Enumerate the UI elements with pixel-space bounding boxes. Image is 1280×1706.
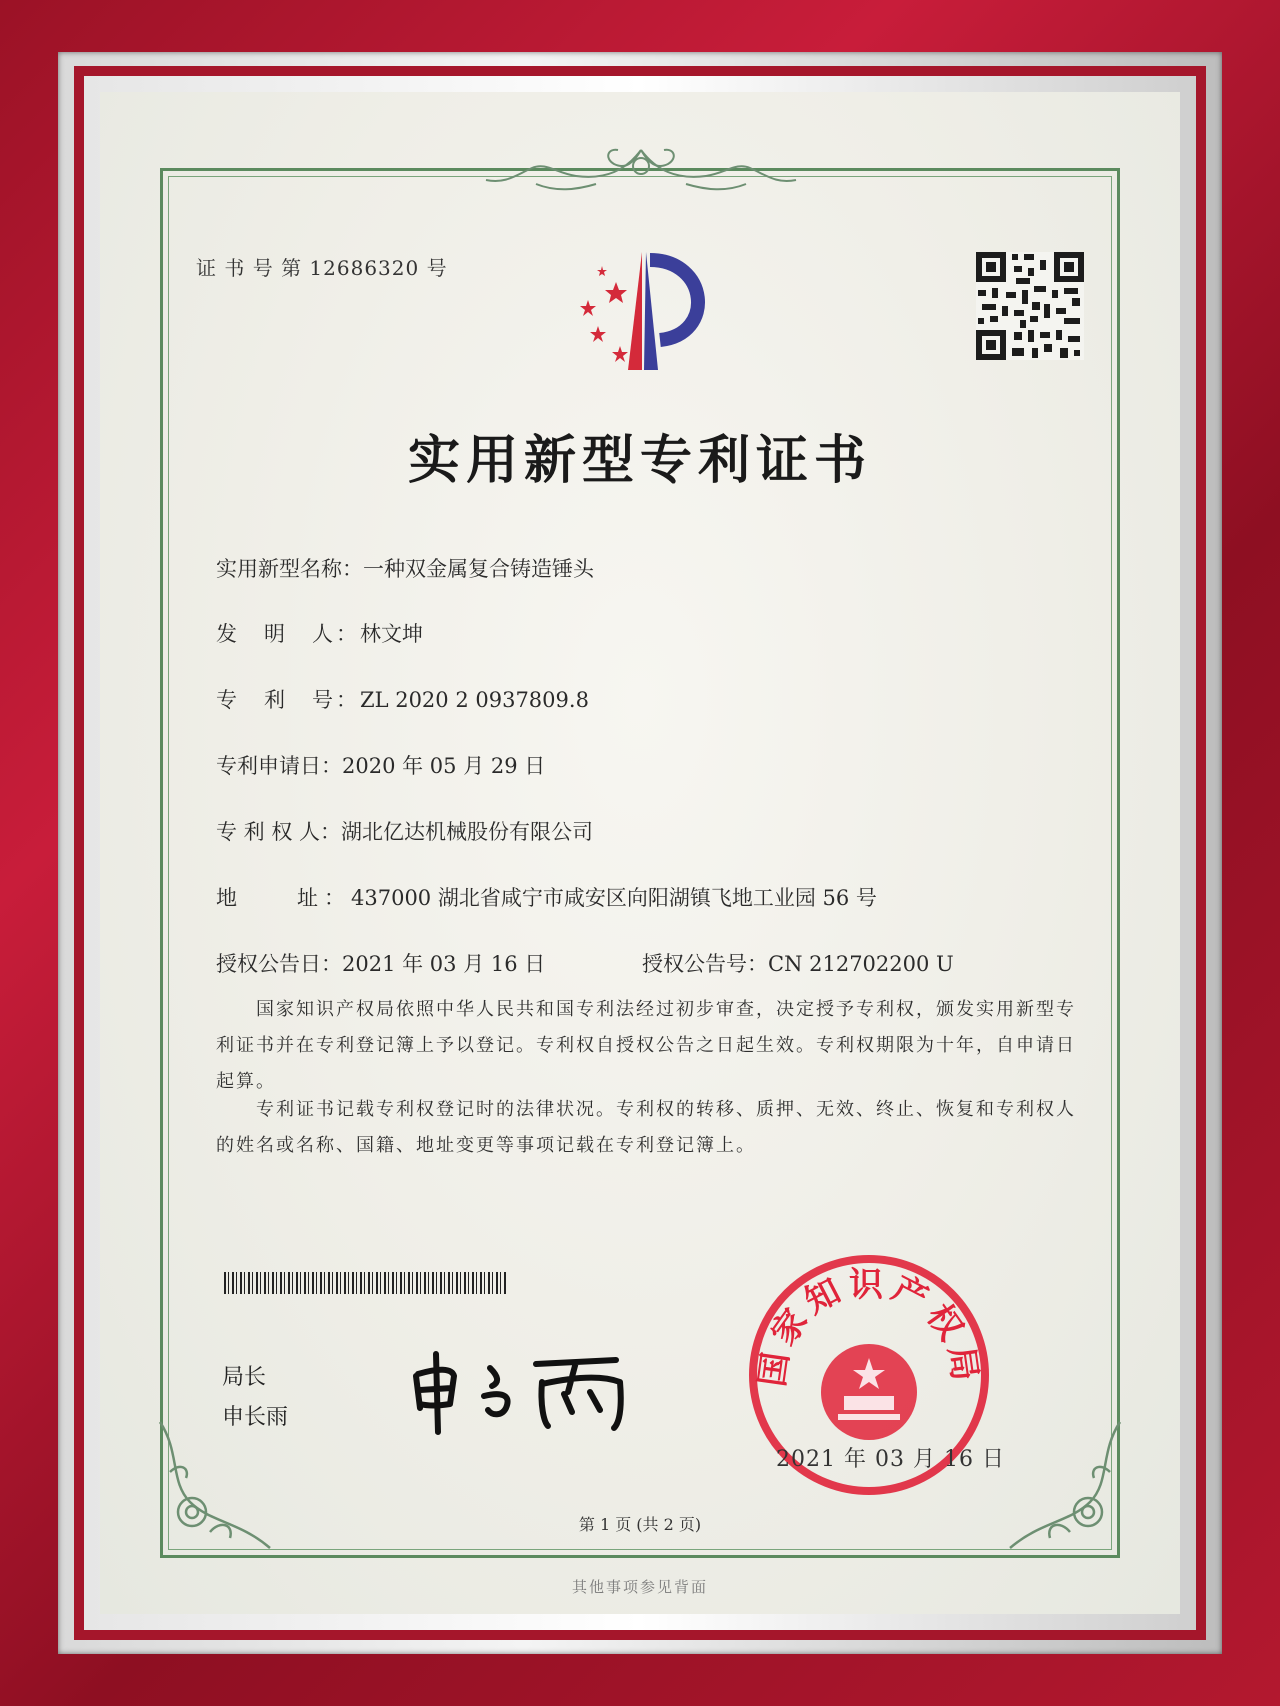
field-label: 专 利 号： bbox=[216, 688, 360, 712]
field-value: 2021 年 03 月 16 日 bbox=[342, 952, 546, 976]
field-inventor bbox=[216, 618, 423, 648]
seal-text: 国家知识产权局 bbox=[752, 1264, 986, 1390]
field-value: CN 212702200 U bbox=[768, 952, 954, 976]
field-value: ZL 2020 2 0937809.8 bbox=[360, 688, 589, 712]
field-value: 一种双金属复合铸造锤头 bbox=[363, 557, 594, 581]
field-value: 林文坤 bbox=[360, 622, 423, 646]
field-label: 专利申请日： bbox=[216, 754, 342, 778]
director-title: 局长 bbox=[222, 1365, 267, 1390]
field-patentee bbox=[216, 816, 593, 846]
corner-ornament-left bbox=[150, 1412, 280, 1558]
field-label: 授权公告日： bbox=[216, 952, 342, 976]
qr-code bbox=[976, 252, 1084, 360]
field-grant-date bbox=[216, 948, 545, 978]
field-address bbox=[216, 882, 877, 912]
barcode bbox=[224, 1272, 506, 1294]
back-note: 其他事项参见背面 bbox=[571, 1578, 708, 1596]
field-label: 发 明 人： bbox=[216, 622, 360, 646]
legal-paragraph-2: 专利证书记载专利权登记时的法律状况。专利权的转移、质押、无效、终止、恢复和专利权人的姓名或名称、国籍、地址变更等事项记载在专利登记簿上。 bbox=[216, 1099, 1076, 1156]
certificate-number: 证 书 号 第 12686320 号 bbox=[196, 256, 448, 280]
field-value: 湖北亿达机械股份有限公司 bbox=[341, 820, 594, 844]
field-label: 实用新型名称： bbox=[216, 557, 363, 581]
field-label: 专 利 权 人： bbox=[216, 820, 342, 844]
legal-paragraph-1: 国家知识产权局依照中华人民共和国专利法经过初步审查，决定授予专利权，颁发实用新型专利证书并在专利登记簿上予以登记。专利权自授权公告之日起生效。专利权期限为十年，自申请日起算。 bbox=[216, 999, 1076, 1092]
corner-ornament-right bbox=[1000, 1412, 1130, 1558]
page-number: 第 1 页 (共 2 页) bbox=[578, 1515, 702, 1534]
field-label: 地 址： bbox=[216, 886, 351, 910]
field-patent-number bbox=[216, 684, 589, 714]
field-grant-number bbox=[642, 948, 954, 978]
director-signature bbox=[408, 1346, 648, 1436]
seal-date: 2021 年 03 月 16 日 bbox=[776, 1447, 1005, 1472]
field-value: 437000 湖北省咸宁市咸安区向阳湖镇飞地工业园 56 号 bbox=[351, 886, 877, 910]
field-utility-model-name bbox=[216, 553, 594, 583]
cnipa-logo-icon bbox=[558, 244, 728, 370]
field-application-date bbox=[216, 750, 545, 780]
field-value: 2020 年 05 月 29 日 bbox=[342, 754, 546, 778]
field-label: 授权公告号： bbox=[642, 952, 768, 976]
certificate-title: 实用新型专利证书 bbox=[407, 430, 872, 491]
top-ornament bbox=[476, 140, 806, 198]
director-name: 申长雨 bbox=[222, 1405, 289, 1430]
